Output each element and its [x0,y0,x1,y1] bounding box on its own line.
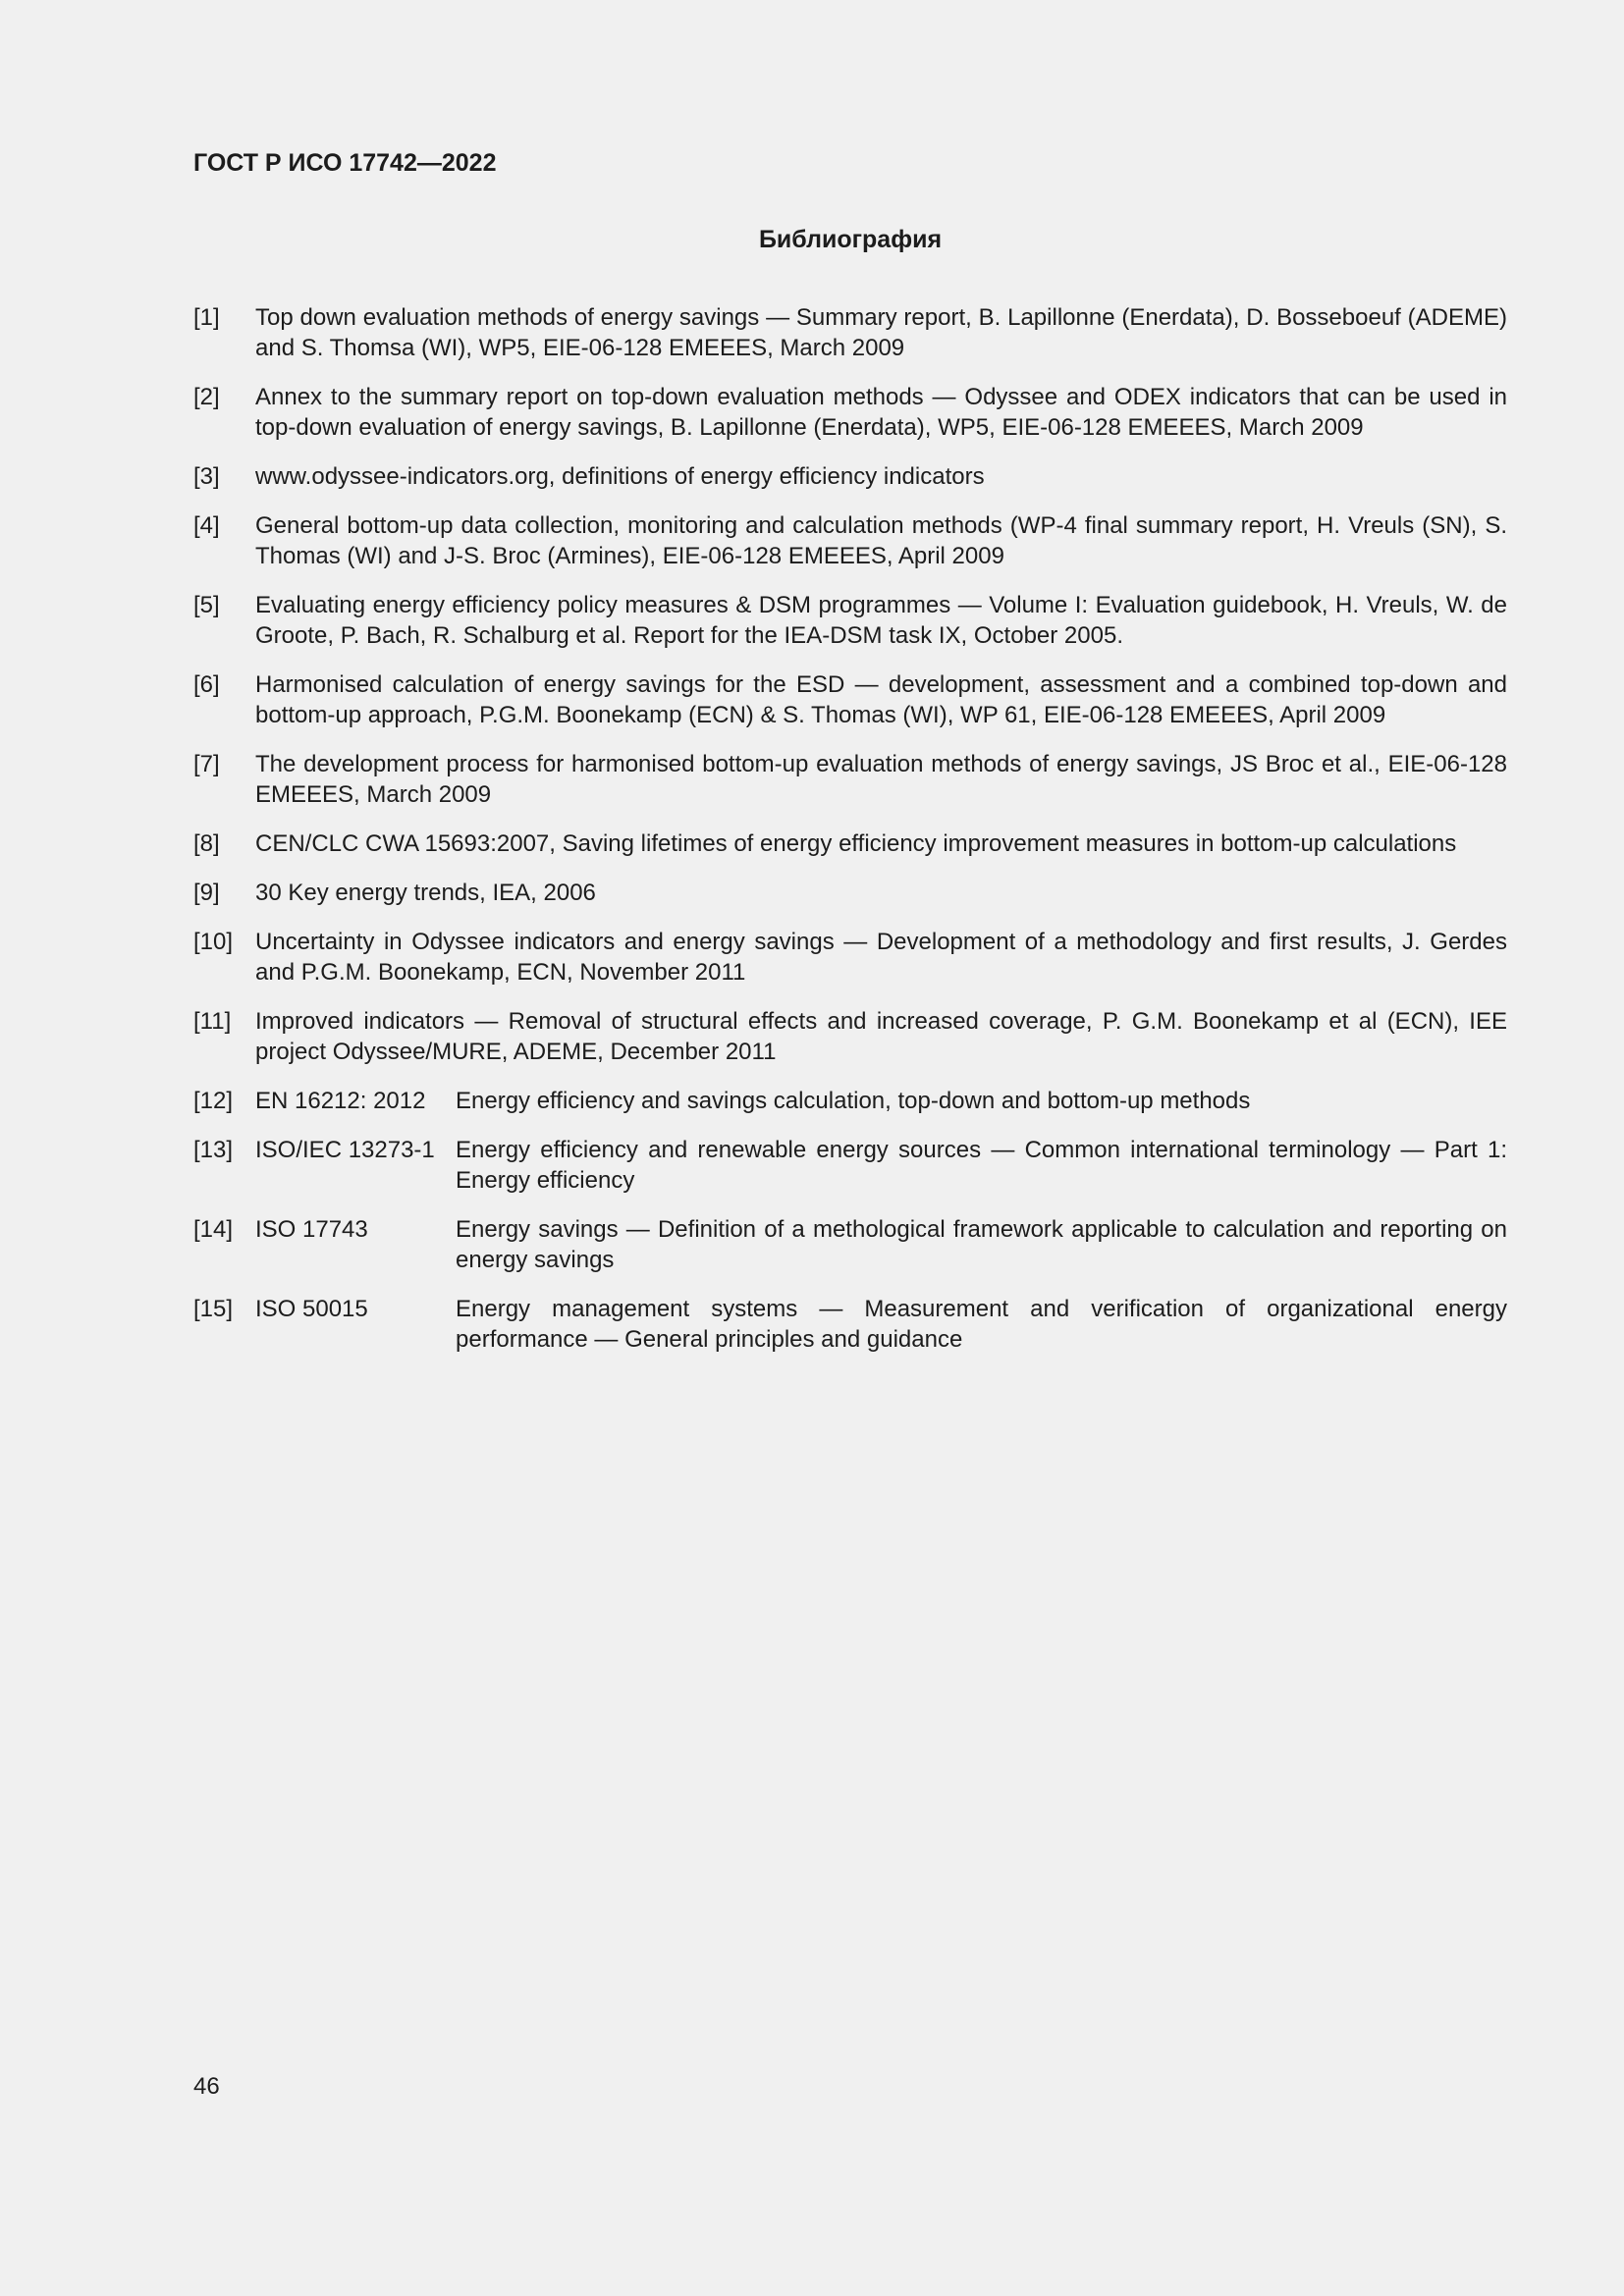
entry-text: Harmonised calculation of energy savings for the ESD — development, assessment and a combined top-down and bottom-up approach, P.G.M. Boonekamp (ECN) & S. Thomas (WI), WP 61, EIE-06-128 EMEEES, April 2009 [255,671,1507,728]
entry-number: [15] [193,1296,234,1322]
entry-text: General bottom-up data collection, monitoring and calculation methods (WP-4 final summary report, H. Vreuls (SN), S. Thomas (WI) and J-S. Broc (Armines), EIE-06-128 EMEEES, April 2009 [255,512,1507,569]
page-number: 46 [193,2073,220,2100]
entry-number: [10] [193,929,234,955]
entry-text: CEN/CLC CWA 15693:2007, Saving lifetimes of energy efficiency improvement measures in bottom-up calculations [255,830,1457,857]
standard-code: ISO 17743 [255,1216,368,1243]
bibliography-entry [193,461,1507,492]
entry-number: [12] [193,1088,234,1114]
entry-text: The development process for harmonised bottom-up evaluation methods of energy savings, JS Broc et al., EIE-06-128 EMEEES, March 2009 [255,751,1507,808]
bibliography-entry [193,669,1507,730]
entry-text: Energy management systems — Measurement and verification of organizational energy performance — General principles and guidance [456,1296,1507,1353]
entry-text: www.odyssee-indicators.org, definitions of energy efficiency indicators [255,463,985,490]
entry-text: 30 Key energy trends, IEA, 2006 [255,880,596,906]
bibliography-entry-standard [193,1135,1507,1196]
bibliography-entry [193,878,1507,908]
bibliography-entry-standard [193,1294,1507,1355]
entry-number: [3] [193,463,220,490]
entry-number: [6] [193,671,220,698]
bibliography-entry [193,828,1507,859]
entry-number: [2] [193,384,220,410]
entry-text: Uncertainty in Odyssee indicators and energy savings — Development of a methodology and first results, J. Gerdes and P.G.M. Boonekamp, ECN, November 2011 [255,929,1507,986]
entry-text: Evaluating energy efficiency policy measures & DSM programmes — Volume I: Evaluation guidebook, H. Vreuls, W. de Groote, P. Bach, R. Schalburg et al. Report for the IEA-DSM task IX, October 2005. [255,592,1507,649]
entry-number: [4] [193,512,220,539]
entry-number: [9] [193,880,220,906]
bibliography-list [193,302,1507,1373]
entry-text: Energy savings — Definition of a methological framework applicable to calculation and reporting on energy savings [456,1216,1507,1273]
standard-code: EN 16212: 2012 [255,1088,426,1114]
entry-text: Improved indicators — Removal of structural effects and increased coverage, P. G.M. Boonekamp et al (ECN), IEE project Odyssee/MURE, ADEME, December 2011 [255,1008,1507,1065]
entry-number: [7] [193,751,220,777]
standard-code: ISO 50015 [255,1296,368,1322]
entry-number: [14] [193,1216,234,1243]
entry-text: Energy efficiency and renewable energy sources — Common international terminology — Part 1: Energy efficiency [456,1137,1507,1194]
entry-number: [5] [193,592,220,618]
entry-number: [13] [193,1137,234,1163]
standard-code: ISO/IEC 13273-1 [255,1137,435,1163]
entry-text: Annex to the summary report on top-down evaluation methods — Odyssee and ODEX indicators that can be used in top-down evaluation of energy savings, B. Lapillonne (Enerdata), WP5, EIE-06-128 EMEEES, March 2009 [255,384,1507,441]
bibliography-entry [193,302,1507,363]
document-header: ГОСТ Р ИСО 17742—2022 [193,149,497,177]
section-title: Библиография [758,226,943,253]
entry-number: [11] [193,1008,232,1035]
bibliography-entry-standard [193,1086,1507,1116]
bibliography-entry [193,590,1507,651]
bibliography-entry [193,382,1507,443]
entry-number: [1] [193,304,220,331]
bibliography-entry [193,510,1507,571]
entry-text: Top down evaluation methods of energy savings — Summary report, B. Lapillonne (Enerdata), D. Bosseboeuf (ADEME) and S. Thomsa (WI), WP5, EIE-06-128 EMEEES, March 2009 [255,304,1507,361]
entry-number: [8] [193,830,220,857]
bibliography-entry [193,749,1507,810]
entry-text: Energy efficiency and savings calculation, top-down and bottom-up methods [456,1088,1251,1114]
bibliography-entry [193,1006,1507,1067]
bibliography-entry [193,927,1507,988]
bibliography-entry-standard [193,1214,1507,1275]
